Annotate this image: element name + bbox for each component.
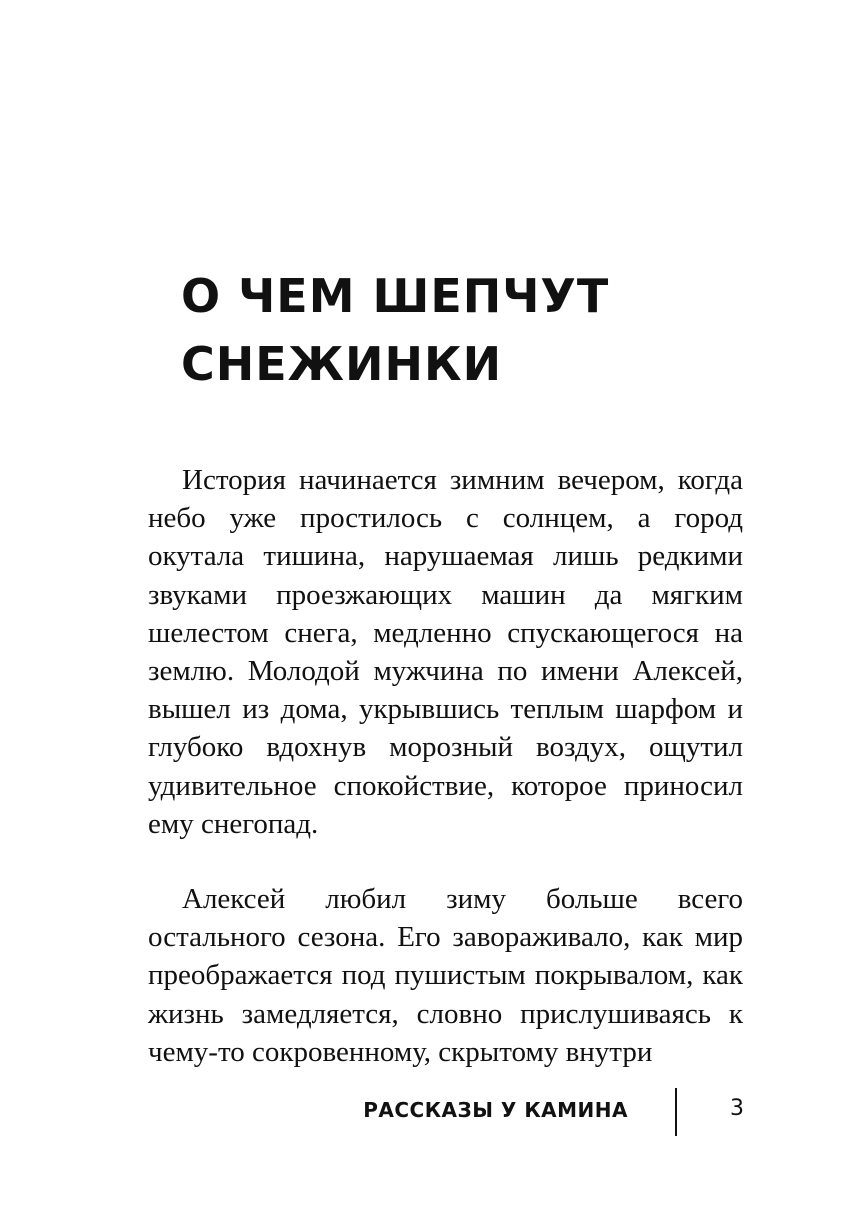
chapter-title-line-2: СНЕЖИНКИ: [181, 337, 503, 391]
footer-divider: [675, 1088, 677, 1136]
paragraph-1: История начинается зимним вечером, когда небо уже простилось с солнцем, а город окутала тишина, нарушаемая лишь редкими звуками проезжающих машин да мягким шелестом снега, медленно спускающегося на землю. Молодой мужчина по имени Алексей, вышел из дома, укрывшись теплым шарфом и глубоко вдохнув морозный воздух, ощутил удивительное спокойствие, которое приносил ему снегопад.: [148, 464, 743, 840]
paragraph-2: Алексей любил зиму больше всего остального сезона. Его завораживало, как мир преображается под пушистым покрывалом, как жизнь замедляется, словно прислушиваясь к чему-то сокровенному, скрытому внутри: [148, 883, 743, 1068]
page-footer: [0, 1088, 856, 1138]
chapter-title-line-1: О ЧЕМ ШЕПЧУТ: [181, 269, 610, 323]
page-number: 3: [730, 1096, 744, 1121]
chapter-title: [181, 262, 609, 398]
body-text: [148, 461, 743, 1071]
running-title: РАССКАЗЫ У КАМИНА: [363, 1098, 628, 1122]
